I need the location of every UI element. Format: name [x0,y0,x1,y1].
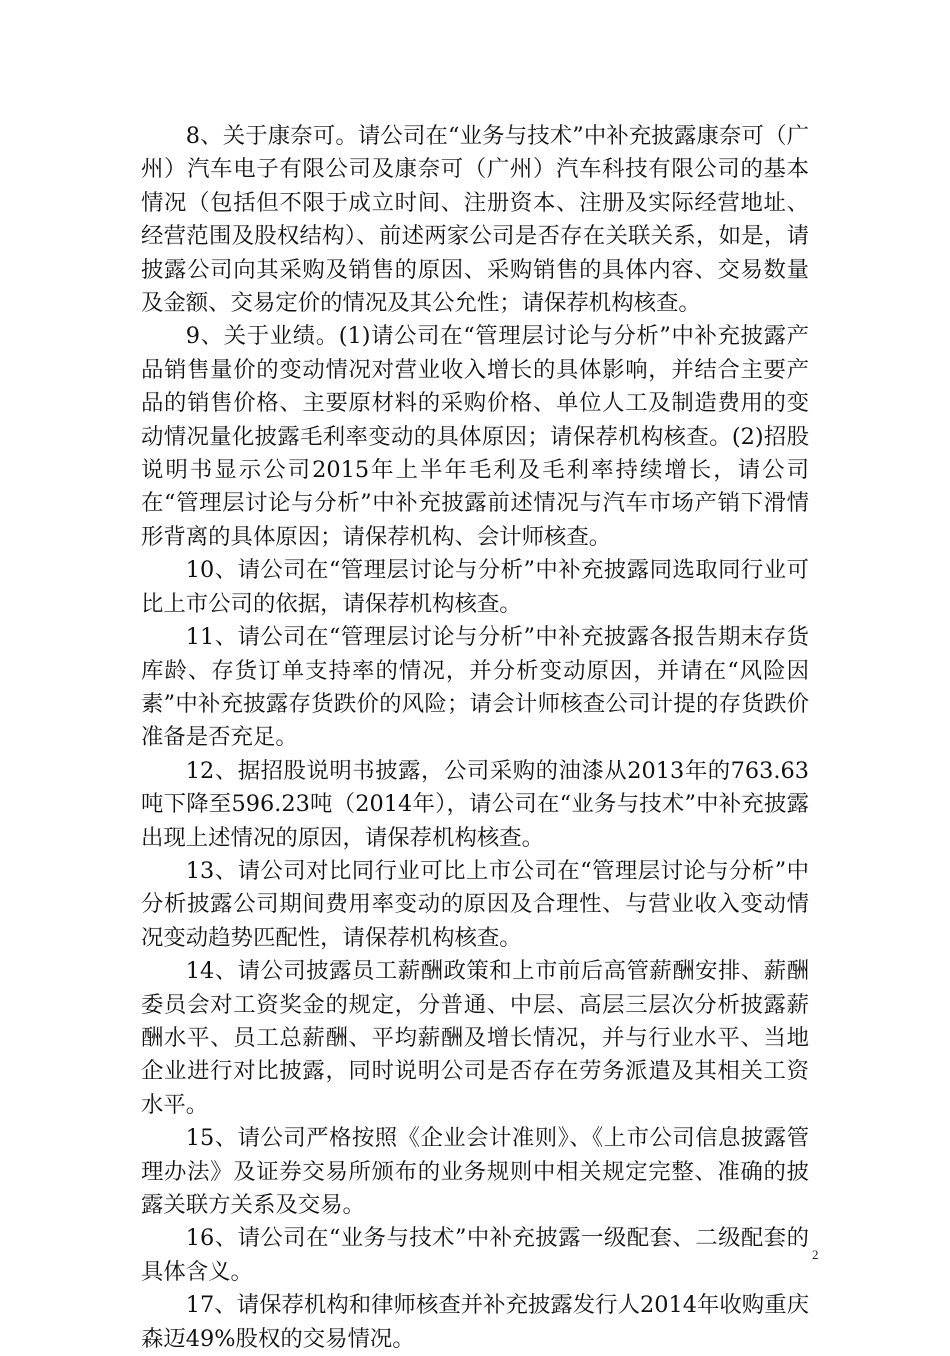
paragraph-item-13: 13、请公司对比同行业可比上市公司在“管理层讨论与分析”中分析披露公司期间费用率变动的原因及合理性、与营业收入变动情况变动趋势匹配性，请保荐机构核查。 [141,857,809,951]
paragraph-item-11: 11、请公司在“管理层讨论与分析”中补充披露各报告期末存货库龄、存货订单支持率的情况，并分析变动原因，并请在“风险因素”中补充披露存货跌价的风险；请会计师核查公司计提的存货跌价准备是否充足。 [141,624,809,751]
paragraph-item-10: 10、请公司在“管理层讨论与分析”中补充披露同选取同行业可比上市公司的依据，请保荐机构核查。 [141,557,809,617]
paragraph-item-12: 12、据招股说明书披露，公司采购的油漆从2013年的763.63吨下降至596.23吨（2014年），请公司在“业务与技术”中补充披露出现上述情况的原因，请保荐机构核查。 [141,757,809,851]
paragraph-item-15: 15、请公司严格按照《企业会计准则》、《上市公司信息披露管理办法》及证券交易所颁布的业务规则中相关规定完整、准确的披露关联方关系及交易。 [141,1125,809,1218]
document-body [141,120,809,1356]
paragraph-item-17: 17、请保荐机构和律师核查并补充披露发行人2014年收购重庆森迈49%股权的交易情况。 [141,1292,809,1352]
paragraph-item-16: 16、请公司在“业务与技术”中补充披露一级配套、二级配套的具体含义。 [141,1225,809,1285]
paragraph-item-14: 14、请公司披露员工薪酬政策和上市前后高管薪酬安排、薪酬委员会对工资奖金的规定，分普通、中层、高层三层次分析披露薪酬水平、员工总薪酬、平均薪酬及增长情况，并与行业水平、当地企业进行对比披露，同时说明公司是否存在劳务派遣及其相关工资水平。 [141,958,809,1118]
paragraph-item-9: 9、关于业绩。(1)请公司在“管理层讨论与分析”中补充披露产品销售量价的变动情况对营业收入增长的具体影响，并结合主要产品的销售价格、主要原材料的采购价格、单位人工及制造费用的变动情况量化披露毛利率变动的具体原因；请保荐机构核查。(2)招股说明书显示公司2015年上半年毛利及毛利率持续增长，请公司在“管理层讨论与分析”中补充披露前述情况与汽车市场产销下滑情形背离的具体原因；请保荐机构、会计师核查。 [141,323,809,550]
page-number: 2 [812,1247,819,1262]
paragraph-item-8: 8、关于康奈可。请公司在“业务与技术”中补充披露康奈可（广州）汽车电子有限公司及康奈可（广州）汽车科技有限公司的基本情况（包括但不限于成立时间、注册资本、注册及实际经营地址、经营范围及股权结构）、前述两家公司是否存在关联关系，如是，请披露公司向其采购及销售的原因、采购销售的具体内容、交易数量及金额、交易定价的情况及其公允性；请保荐机构核查。 [141,123,809,317]
